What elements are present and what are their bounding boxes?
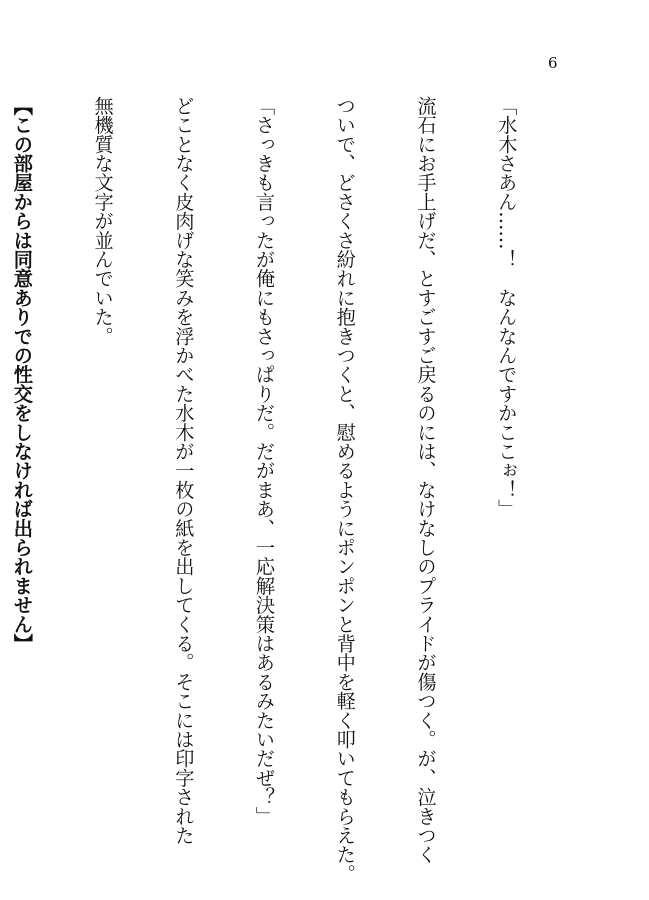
page-number: 6 xyxy=(548,54,558,72)
text-line-1: 「水木さあん……！ なんなんですかここぉ！」 xyxy=(495,96,519,519)
text-line-3: ついで、どさくさ紛れに抱きつくと、慰めるようにポンポンと背中を軽く叩いてもらえた。 xyxy=(333,96,357,884)
text-line-4: 「さっきも言ったが俺にもさっぱりだ。だがまあ、一応解決策はあるみたいだぜ？」 xyxy=(253,96,277,826)
text-line-2: 流石にお手上げだ、とすごすご戻るのには、なけなしのプライドが傷つく。が、泣きつく xyxy=(414,96,438,864)
text-line-7: 【この部屋からは同意ありでの性交をしなければ出られません】 xyxy=(10,96,34,653)
text-line-6: 無機質な文字が並んでいた。 xyxy=(91,96,115,346)
text-line-5: どことなく皮肉げな笑みを浮かべた水木が一枚の紙を出してくる。そこには印字された xyxy=(172,96,196,845)
body-text xyxy=(0,96,573,884)
